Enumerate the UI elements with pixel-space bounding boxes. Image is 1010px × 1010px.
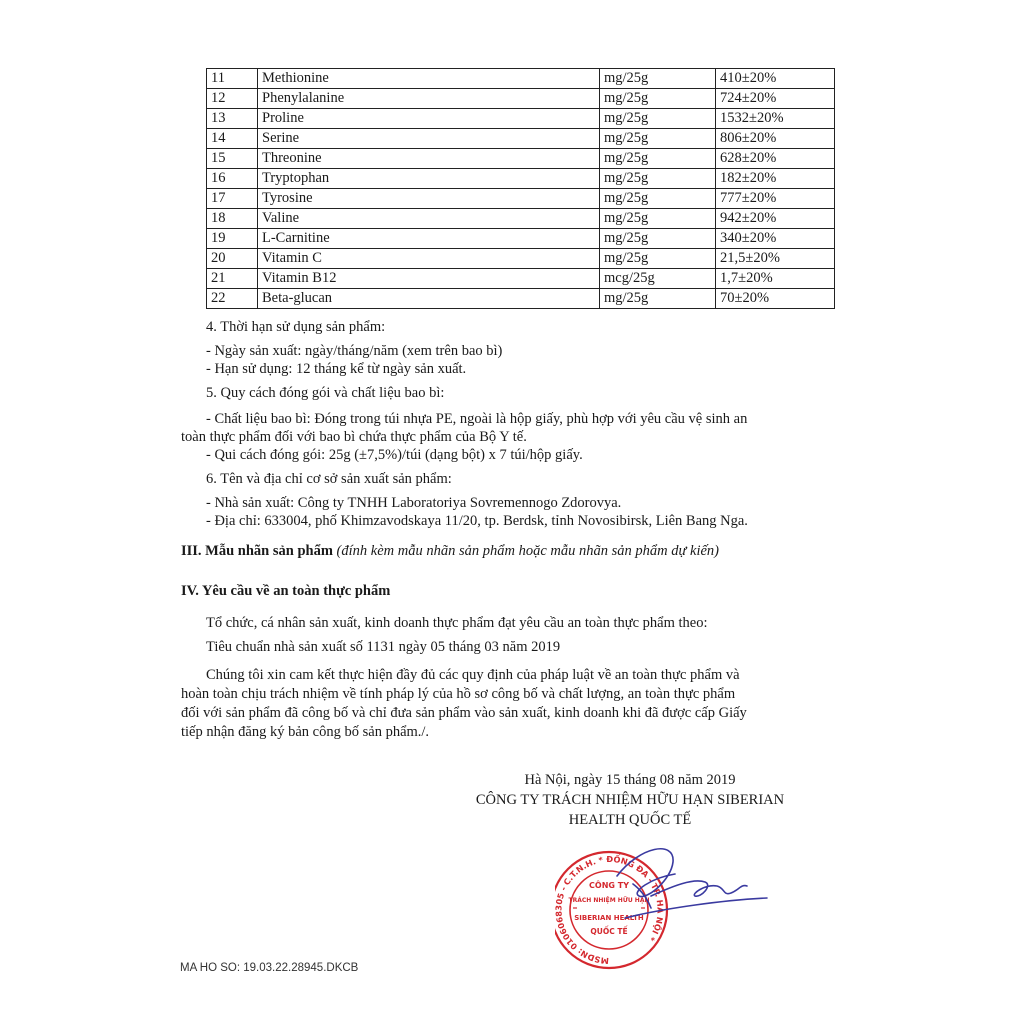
value-cell: 340±20% [716,229,835,249]
unit-cell: mg/25g [600,289,716,309]
packaging-material-line1: - Chất liệu bao bì: Đóng trong túi nhựa PE, ngoài là hộp giấy, phù hợp với yêu cầu vệ sinh an [206,411,748,427]
value-cell: 21,5±20% [716,249,835,269]
section-iii [181,542,719,560]
table-row [207,189,835,209]
nutrient-table [206,68,835,309]
table-row [207,89,835,109]
section-iii-note: (đính kèm mẫu nhãn sản phẩm hoặc mẫu nhãn sản phẩm dự kiến) [336,543,719,559]
stamp-center-line2: TRÁCH NHIỆM HỮU HẠN [568,897,650,904]
row-number: 11 [207,69,258,89]
unit-cell: mg/25g [600,109,716,129]
row-number: 22 [207,289,258,309]
commitment-line3: đối với sản phẩm đã công bố và chỉ đưa sản phẩm vào sản xuất, kinh doanh khi đã được cấp Giấy [181,705,747,721]
value-cell: 1,7±20% [716,269,835,289]
handwritten-signature [617,849,767,918]
unit-cell: mg/25g [600,229,716,249]
stamp-center-line3: SIBERIAN HEALTH [574,914,644,922]
nutrient-name: Valine [258,209,600,229]
unit-cell: mg/25g [600,149,716,169]
table-row [207,229,835,249]
section5-heading: 5. Quy cách đóng gói và chất liệu bao bì: [206,385,445,401]
company-name-line1: CÔNG TY TRÁCH NHIỆM HỮU HẠN SIBERIAN [475,792,785,808]
value-cell: 410±20% [716,69,835,89]
row-number: 21 [207,269,258,289]
table-row [207,289,835,309]
expiry-line: - Hạn sử dụng: 12 tháng kể từ ngày sản xuất. [206,361,467,377]
section-iv-heading: IV. Yêu cầu về an toàn thực phẩm [181,583,391,599]
row-number: 20 [207,249,258,269]
nutrient-name: Tyrosine [258,189,600,209]
nutrient-table-body [207,69,835,309]
unit-cell: mcg/25g [600,269,716,289]
nutrient-name: Vitamin B12 [258,269,600,289]
table-row [207,129,835,149]
nutrient-name: Tryptophan [258,169,600,189]
commitment-line4: tiếp nhận đăng ký bản công bố sản phẩm./. [181,724,430,740]
value-cell: 806±20% [716,129,835,149]
company-stamp-and-signature [555,838,775,973]
unit-cell: mg/25g [600,169,716,189]
table-row [207,149,835,169]
row-number: 16 [207,169,258,189]
value-cell: 70±20% [716,289,835,309]
nutrient-name: Phenylalanine [258,89,600,109]
unit-cell: mg/25g [600,209,716,229]
row-number: 19 [207,229,258,249]
nutrient-name: L-Carnitine [258,229,600,249]
dossier-code: MA HO SO: 19.03.22.28945.DKCB [180,962,359,974]
nutrient-name: Methionine [258,69,600,89]
row-number: 18 [207,209,258,229]
address-line: - Địa chỉ: 633004, phố Khimzavodskaya 11/20, tp. Berdsk, tỉnh Novosibirsk, Liên Bang Nga. [206,513,748,529]
row-number: 13 [207,109,258,129]
packing-spec-line: - Qui cách đóng gói: 25g (±7,5%)/túi (dạng bột) x 7 túi/hộp giấy. [206,447,583,463]
table-row [207,269,835,289]
packaging-material-line2: toàn thực phẩm đối với bao bì chứa thực phẩm của Bộ Y tế. [181,429,527,445]
section6-heading: 6. Tên và địa chỉ cơ sở sản xuất sản phẩm: [206,471,452,487]
row-number: 15 [207,149,258,169]
value-cell: 182±20% [716,169,835,189]
section-iv-line2: Tiêu chuẩn nhà sản xuất số 1131 ngày 05 tháng 03 năm 2019 [206,639,561,655]
table-row [207,209,835,229]
value-cell: 724±20% [716,89,835,109]
unit-cell: mg/25g [600,129,716,149]
nutrient-name: Beta-glucan [258,289,600,309]
stamp-center-line4: QUỐC TẾ [590,927,628,936]
nutrient-name: Threonine [258,149,600,169]
commitment-line2: hoàn toàn chịu trách nhiệm về tính pháp lý của hồ sơ công bố và chất lượng, an toàn thực phẩm [181,686,736,702]
commitment-line1: Chúng tôi xin cam kết thực hiện đầy đủ các quy định của pháp luật về an toàn thực phẩm và [206,667,740,683]
unit-cell: mg/25g [600,249,716,269]
manufacturer-line: - Nhà sản xuất: Công ty TNHH Laboratoriya Sovremennogo Zdorovya. [206,495,622,511]
value-cell: 942±20% [716,209,835,229]
table-row [207,169,835,189]
red-company-seal [555,852,667,968]
stamp-center-line1: CÔNG TY [589,881,629,890]
row-number: 14 [207,129,258,149]
table-row [207,69,835,89]
table-row [207,109,835,129]
table-row [207,249,835,269]
value-cell: 1532±20% [716,109,835,129]
row-number: 17 [207,189,258,209]
nutrient-name: Vitamin C [258,249,600,269]
row-number: 12 [207,89,258,109]
nutrient-name: Serine [258,129,600,149]
value-cell: 628±20% [716,149,835,169]
unit-cell: mg/25g [600,69,716,89]
section-iii-heading: III. Mẫu nhãn sản phẩm [181,543,333,559]
stamp-svg [555,838,775,973]
manufacture-date-line: - Ngày sản xuất: ngày/tháng/năm (xem trên bao bì) [206,343,503,359]
place-date: Hà Nội, ngày 15 tháng 08 năm 2019 [524,772,736,788]
value-cell: 777±20% [716,189,835,209]
section4-heading: 4. Thời hạn sử dụng sản phẩm: [206,319,386,335]
nutrient-name: Proline [258,109,600,129]
unit-cell: mg/25g [600,89,716,109]
signature-block [450,770,810,830]
stamp-ring-text: MSDN: 010606 5 - C.T.N.H. * ĐỐNG ĐA - TP. HÀ NỘI * [555,853,666,967]
section-iv-line1: Tổ chức, cá nhân sản xuất, kinh doanh thực phẩm đạt yêu cầu an toàn thực phẩm theo: [206,615,708,631]
unit-cell: mg/25g [600,189,716,209]
company-name-line2: HEALTH QUỐC TẾ [568,812,692,828]
